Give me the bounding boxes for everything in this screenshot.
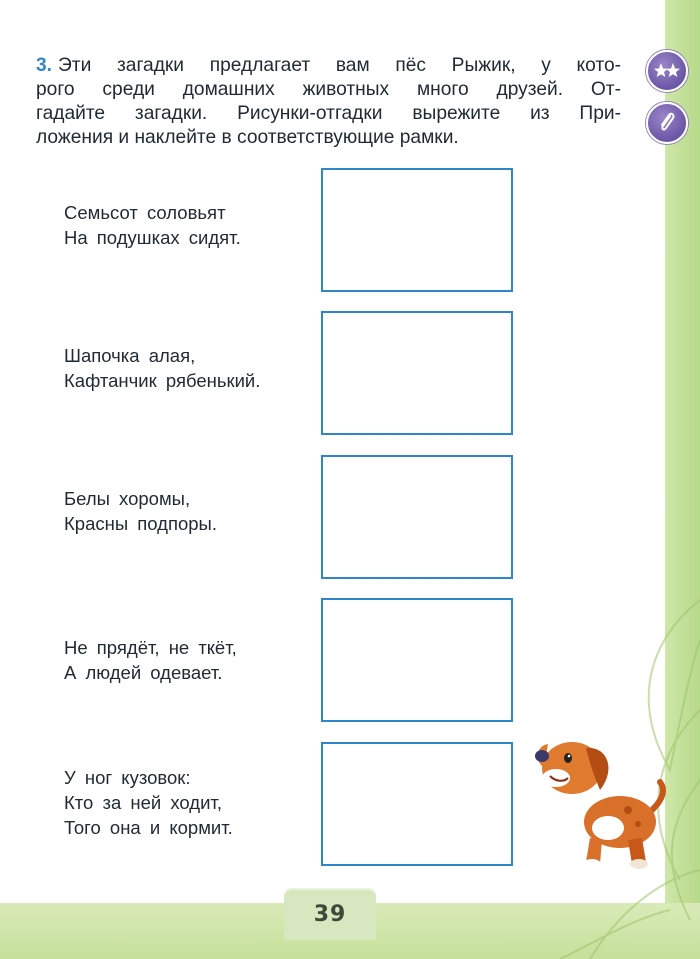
- answer-frame-1[interactable]: [321, 168, 513, 292]
- riddle-5-line-2: Кто за ней ходит,: [64, 792, 222, 813]
- riddle-3-line-1: Белы хоромы,: [64, 488, 191, 509]
- riddle-1: [64, 200, 314, 250]
- riddle-1-line-2: На подушках сидят.: [64, 227, 241, 248]
- paperclip-icon[interactable]: [646, 102, 688, 144]
- dog-illustration: [528, 720, 668, 870]
- riddle-4: [64, 635, 314, 685]
- riddle-1-line-1: Семьсот соловьят: [64, 202, 226, 223]
- task-line-1: 3. Эти загадки предлагает вам пёс Рыжик, у кото-: [36, 55, 621, 76]
- riddle-3: [64, 486, 314, 536]
- riddle-3-line-2: Красны подпоры.: [64, 513, 217, 534]
- task-number: 3.: [36, 55, 53, 76]
- task-line-3: гадайте загадки. Рисунки-отгадки вырежите из При-: [36, 103, 621, 124]
- riddle-2: [64, 343, 314, 393]
- riddle-5: [64, 765, 314, 840]
- side-icons: [646, 50, 690, 154]
- answer-frame-5[interactable]: [321, 742, 513, 866]
- riddle-2-line-2: Кафтанчик рябенький.: [64, 370, 261, 391]
- stars-icon[interactable]: [646, 50, 688, 92]
- answer-frame-4[interactable]: [321, 598, 513, 722]
- answer-frame-3[interactable]: [321, 455, 513, 579]
- task-instructions: [36, 54, 621, 150]
- riddle-5-line-3: Того она и кормит.: [64, 817, 233, 838]
- task-line-4: ложения и наклейте в соответствующие рамки.: [36, 127, 459, 148]
- page-number: 39: [313, 901, 347, 927]
- answer-frame-2[interactable]: [321, 311, 513, 435]
- riddle-4-line-1: Не прядёт, не ткёт,: [64, 637, 237, 658]
- task-line-2: рого среди домашних животных много друзей. От-: [36, 79, 621, 100]
- riddle-4-line-2: А людей одевает.: [64, 662, 223, 683]
- riddle-2-line-1: Шапочка алая,: [64, 345, 196, 366]
- page-number-tab: [284, 888, 376, 940]
- riddle-5-line-1: У ног кузовок:: [64, 767, 191, 788]
